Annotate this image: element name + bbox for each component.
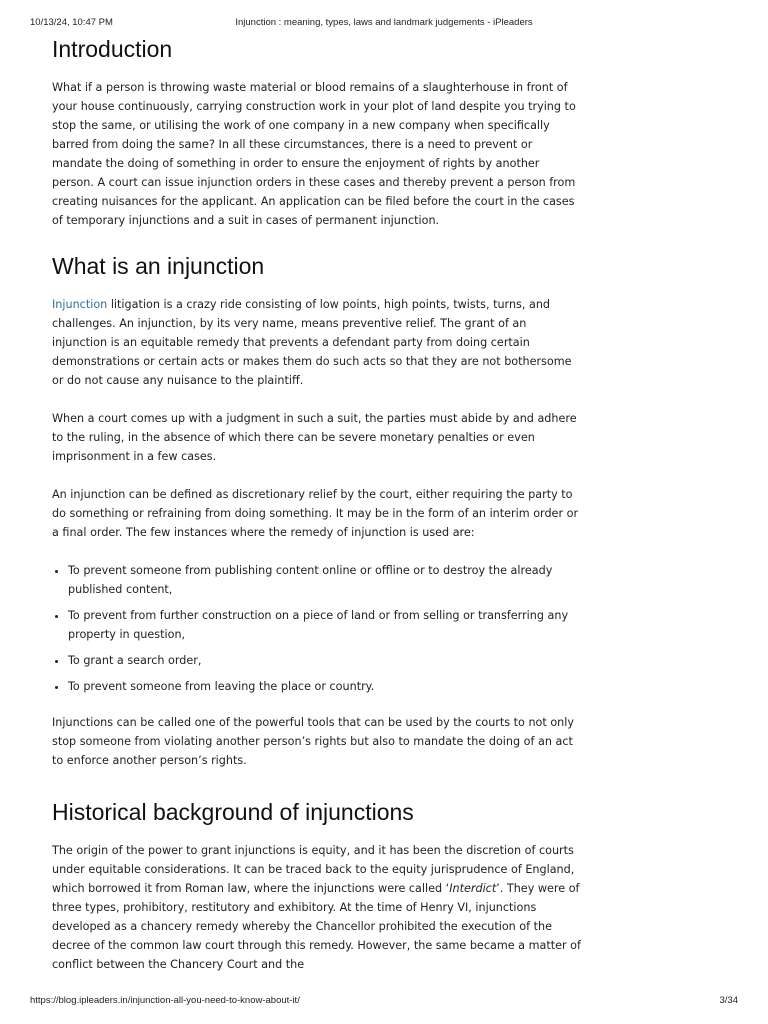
interdict-term: Interdict	[449, 882, 497, 895]
page-number: 3/34	[719, 995, 738, 1006]
injunction-link[interactable]: Injunction	[52, 298, 108, 311]
what-paragraph-4: Injunctions can be called one of the powerful tools that can be used by the courts to not only stop someone from violating another person’s rights but also to mandate the doing of an act to enforce another person’s rights.	[52, 716, 574, 767]
what-paragraph-1-text: litigation is a crazy ride consisting of low points, high points, twists, turns, and challenges. An injunction, by its very name, means preventive relief. The grant of an injunction is an equitable remedy that prevents a defendant party from doing certain demonstrations or certain acts or makes them do such acts so that they are not bothersome or do not cause any nuisance to the plaintiff.	[52, 298, 572, 387]
list-item: • To prevent from further construction on a piece of land or from selling or transferring any property in question,	[68, 606, 582, 644]
history-text-before: The origin of the power to grant injunctions is equity, and it has been the discretion of courts under equitable considerations. It can be traced back to the equity jurisprudence of England, which borrowed it from Roman law, where the injunctions were called ‘	[52, 844, 575, 895]
heading-what-is-injunction: What is an injunction	[52, 253, 265, 279]
heading-historical-background: Historical background of injunctions	[52, 799, 414, 825]
injunction-uses-list	[52, 561, 582, 696]
what-paragraph-1	[52, 295, 582, 390]
intro-paragraph: What if a person is throwing waste material or blood remains of a slaughterhouse in front of your house continuously, carrying construction work in your plot of land despite you trying to stop the same, or utilising the work of one company in a new company when specifically barred from doing the same? In all these circumstances, there is a need to prevent or mandate the doing of something in order to ensure the enjoyment of rights by another person. A court can issue injunction orders in these cases and thereby prevent a person from creating nuisances for the applicant. An application can be filed before the court in the cases of temporary injunctions and a suit in cases of permanent injunction.	[52, 81, 576, 227]
list-item: • To prevent someone from leaving the place or country.	[68, 677, 582, 696]
print-url: https://blog.ipleaders.in/injunction-all-you-need-to-know-about-it/	[30, 995, 300, 1006]
article-content	[52, 32, 582, 993]
history-text-after: ’. They were of three types, prohibitory, restitutory and exhibitory. At the time of Henry VI, injunctions developed as a chancery remedy whereby the Chancellor prohibited the execution of the decree of the common law court through this remedy. However, the same became a matter of conflict between the Chancery Court and the	[52, 882, 581, 971]
history-paragraph	[52, 841, 582, 974]
print-datetime: 10/13/24, 10:47 PM	[30, 17, 113, 28]
print-footer	[30, 995, 738, 1009]
heading-introduction: Introduction	[52, 36, 173, 62]
print-header	[30, 17, 738, 31]
what-paragraph-2: When a court comes up with a judgment in such a suit, the parties must abide by and adhere to the ruling, in the absence of which there can be severe monetary penalties or even imprisonment in a few cases.	[52, 412, 577, 463]
list-item: • To prevent someone from publishing content online or offline or to destroy the already published content,	[68, 561, 582, 599]
list-item: • To grant a search order,	[68, 651, 582, 670]
print-page-title: Injunction : meaning, types, laws and landmark judgements - iPleaders	[235, 17, 533, 28]
what-paragraph-3: An injunction can be defined as discretionary relief by the court, either requiring the party to do something or refraining from doing something. It may be in the form of an interim order or a final order. The few instances where the remedy of injunction is used are:	[52, 488, 579, 539]
